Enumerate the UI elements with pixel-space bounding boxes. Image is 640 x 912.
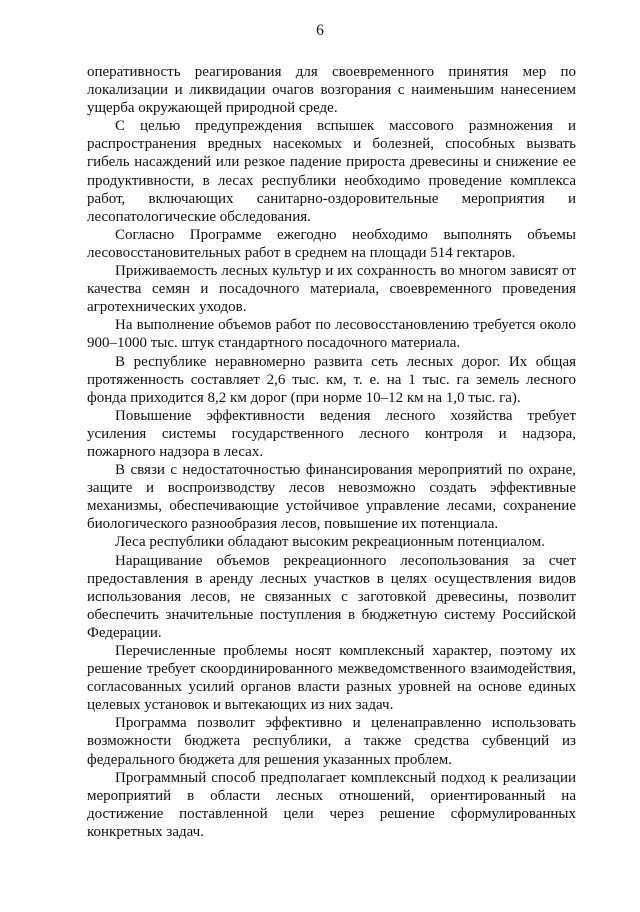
paragraph-reforestation-volume: Согласно Программе ежегодно необходимо выполнять объемы лесовосстановительных работ в среднем на площади 514 гектаров. <box>87 226 576 261</box>
paragraph-forest-roads: В республике неравномерно развита сеть лесных дорог. Их общая протяженность составляет 2,6 тыс. км, т. е. на 1 тыс. га земель лесного фонда приходится 8,2 км дорог (при норме 10–12 км на 1,0 тыс. га). <box>87 353 576 406</box>
paragraph-complex-problems: Перечисленные проблемы носят комплексный характер, поэтому их решение требует скоординированного межведомственного взаимодействия, согласованных усилий органов власти разных уровней на основе единых целевых установок и вытекающих из них задач. <box>87 643 576 714</box>
paragraph-financing: В связи с недостаточностью финансирования мероприятий по охране, защите и воспроизводству лесов невозможно создать эффективные механизмы, обеспечивающие устойчивое управление лесами, сохранение биологического разнообразия лесов, повышение их потенциала. <box>87 462 576 533</box>
paragraph-program-approach: Программный способ предполагает комплексный подход к реализации мероприятий в области лесных отношений, ориентированный на достижение поставленной цели через решение сформулированных конкретных задач. <box>87 769 576 840</box>
body-text <box>87 63 576 841</box>
paragraph-efficiency: Повышение эффективности ведения лесного хозяйства требует усиления системы государственного лесного контроля и надзора, пожарного надзора в лесах. <box>87 407 576 460</box>
page-number: 6 <box>316 22 324 39</box>
paragraph-pest-prevention: С целью предупреждения вспышек массового размножения и распространения вредных насекомых и болезней, способных вызвать гибель насаждений или резкое падение прироста древесины и снижение ее продуктивности, в лесах республики необходимо проведение комплекса работ, включающих санитарно-оздоровительные мероприятия и лесопатологические обследования. <box>87 118 576 225</box>
paragraph-planting-material: На выполнение объемов работ по лесовосстановлению требуется около 900–1000 тыс. штук стандартного посадочного материала. <box>87 317 576 352</box>
paragraph-survival-rate: Приживаемость лесных культур и их сохранность во многом зависят от качества семян и посадочного материала, своевременного проведения агротехнических уходов. <box>87 263 576 316</box>
paragraph-continuation: оперативность реагирования для своевременного принятия мер по локализации и ликвидации очагов возгорания с наименьшим нанесением ущерба окружающей природной среде. <box>87 64 576 117</box>
paragraph-recreation-potential: Леса республики обладают высоким рекреационным потенциалом. <box>115 534 545 551</box>
paragraph-program-budget: Программа позволит эффективно и целенаправленно использовать возможности бюджета республики, а также средства субвенций из федерального бюджета для решения указанных проблем. <box>87 715 576 768</box>
paragraph-recreational-use: Наращивание объемов рекреационного лесопользования за счет предоставления в аренду лесных участков в целях осуществления видов использования лесов, не связанных с заготовкой древесины, позволит обеспечить значительные поступления в бюджетную систему Российской Федерации. <box>87 552 576 641</box>
